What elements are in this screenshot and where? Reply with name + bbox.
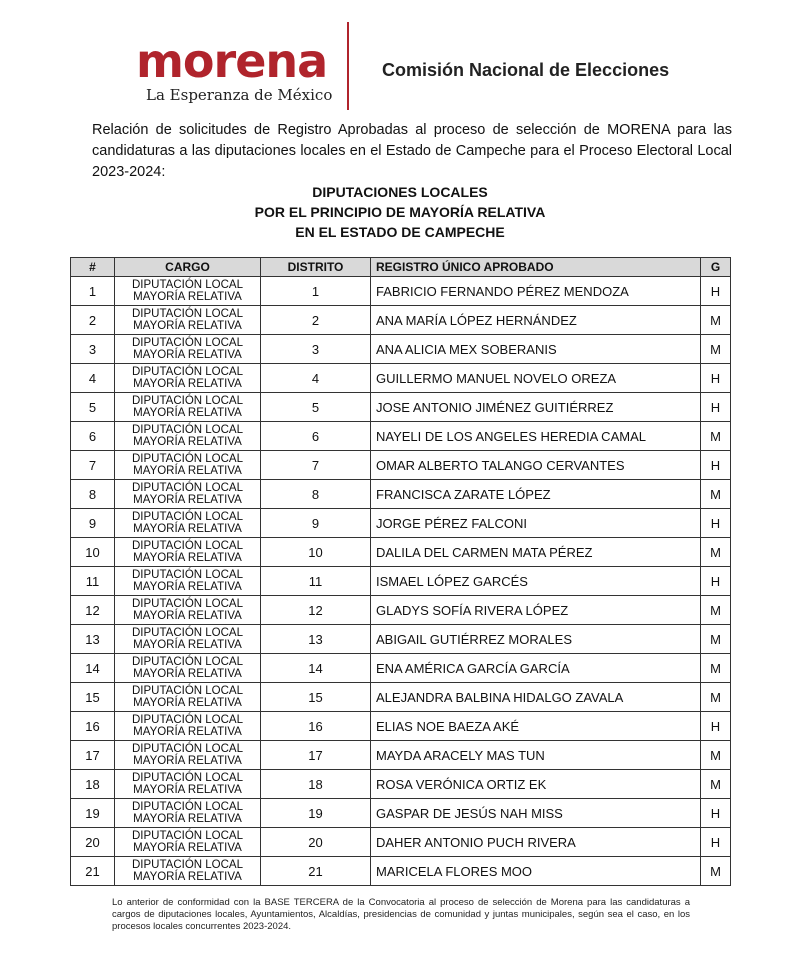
table-row — [71, 770, 731, 799]
cargo-line-1: DIPUTACIÓN LOCAL — [132, 540, 243, 552]
row-distrito: 18 — [261, 770, 371, 799]
table-row — [71, 509, 731, 538]
cargo-line-2: MAYORÍA RELATIVA — [133, 320, 242, 332]
row-registro: NAYELI DE LOS ANGELES HEREDIA CAMAL — [371, 422, 701, 451]
table-row — [71, 277, 731, 306]
cargo-line-2: MAYORÍA RELATIVA — [133, 349, 242, 361]
row-gender: M — [701, 857, 731, 886]
row-number: 4 — [71, 364, 115, 393]
cargo-line-1: DIPUTACIÓN LOCAL — [132, 366, 243, 378]
row-registro: ISMAEL LÓPEZ GARCÉS — [371, 567, 701, 596]
cargo-line-1: DIPUTACIÓN LOCAL — [132, 453, 243, 465]
table-row — [71, 480, 731, 509]
row-registro: MARICELA FLORES MOO — [371, 857, 701, 886]
row-cargo — [115, 364, 261, 393]
table-row — [71, 335, 731, 364]
commission-name: Comisión Nacional de Elecciones — [382, 60, 670, 80]
row-distrito: 7 — [261, 451, 371, 480]
row-distrito: 10 — [261, 538, 371, 567]
row-distrito: 4 — [261, 364, 371, 393]
cargo-line-2: MAYORÍA RELATIVA — [133, 697, 242, 709]
row-number: 15 — [71, 683, 115, 712]
row-cargo — [115, 857, 261, 886]
row-cargo — [115, 654, 261, 683]
row-registro: JORGE PÉREZ FALCONI — [371, 509, 701, 538]
row-registro: ANA MARÍA LÓPEZ HERNÁNDEZ — [371, 306, 701, 335]
row-gender: H — [701, 828, 731, 857]
row-distrito: 17 — [261, 741, 371, 770]
row-distrito: 11 — [261, 567, 371, 596]
col-header-distrito: DISTRITO — [261, 258, 371, 277]
cargo-line-2: MAYORÍA RELATIVA — [133, 871, 242, 883]
table-row — [71, 712, 731, 741]
cargo-line-2: MAYORÍA RELATIVA — [133, 726, 242, 738]
row-gender: M — [701, 480, 731, 509]
table-row — [71, 306, 731, 335]
row-cargo — [115, 770, 261, 799]
row-gender: M — [701, 422, 731, 451]
cargo-line-1: DIPUTACIÓN LOCAL — [132, 337, 243, 349]
row-gender: M — [701, 683, 731, 712]
row-number: 19 — [71, 799, 115, 828]
row-cargo — [115, 509, 261, 538]
table-row — [71, 683, 731, 712]
table-row — [71, 654, 731, 683]
logo-tagline: La Esperanza de México — [146, 86, 333, 104]
row-gender: H — [701, 393, 731, 422]
row-cargo — [115, 480, 261, 509]
row-cargo — [115, 335, 261, 364]
col-header-g: G — [701, 258, 731, 277]
row-registro: ROSA VERÓNICA ORTIZ EK — [371, 770, 701, 799]
row-registro: FABRICIO FERNANDO PÉREZ MENDOZA — [371, 277, 701, 306]
cargo-line-1: DIPUTACIÓN LOCAL — [132, 801, 243, 813]
cargo-line-1: DIPUTACIÓN LOCAL — [132, 743, 243, 755]
row-number: 8 — [71, 480, 115, 509]
row-cargo — [115, 596, 261, 625]
row-gender: H — [701, 712, 731, 741]
row-registro: ENA AMÉRICA GARCÍA GARCÍA — [371, 654, 701, 683]
row-gender: M — [701, 306, 731, 335]
cargo-line-2: MAYORÍA RELATIVA — [133, 291, 242, 303]
row-number: 7 — [71, 451, 115, 480]
cargo-line-2: MAYORÍA RELATIVA — [133, 755, 242, 767]
row-number: 10 — [71, 538, 115, 567]
title-line-1: DIPUTACIONES LOCALES — [312, 184, 488, 200]
cargo-line-1: DIPUTACIÓN LOCAL — [132, 569, 243, 581]
row-gender: M — [701, 741, 731, 770]
row-number: 11 — [71, 567, 115, 596]
row-distrito: 20 — [261, 828, 371, 857]
cargo-line-2: MAYORÍA RELATIVA — [133, 465, 242, 477]
row-cargo — [115, 277, 261, 306]
row-number: 2 — [71, 306, 115, 335]
row-distrito: 12 — [261, 596, 371, 625]
row-distrito: 21 — [261, 857, 371, 886]
title-line-3: EN EL ESTADO DE CAMPECHE — [295, 224, 505, 240]
row-distrito: 13 — [261, 625, 371, 654]
row-registro: ELIAS NOE BAEZA AKÉ — [371, 712, 701, 741]
cargo-line-2: MAYORÍA RELATIVA — [133, 784, 242, 796]
registry-table — [70, 257, 731, 886]
cargo-line-1: DIPUTACIÓN LOCAL — [132, 395, 243, 407]
table-row — [71, 538, 731, 567]
row-gender: M — [701, 625, 731, 654]
row-distrito: 9 — [261, 509, 371, 538]
table-row — [71, 828, 731, 857]
cargo-line-1: DIPUTACIÓN LOCAL — [132, 656, 243, 668]
row-cargo — [115, 306, 261, 335]
table-row — [71, 422, 731, 451]
row-number: 20 — [71, 828, 115, 857]
row-cargo — [115, 828, 261, 857]
cargo-line-2: MAYORÍA RELATIVA — [133, 407, 242, 419]
row-cargo — [115, 741, 261, 770]
row-registro: ABIGAIL GUTIÉRREZ MORALES — [371, 625, 701, 654]
col-header-cargo: CARGO — [115, 258, 261, 277]
row-gender: H — [701, 509, 731, 538]
row-number: 6 — [71, 422, 115, 451]
row-cargo — [115, 625, 261, 654]
document-header — [0, 0, 800, 120]
cargo-line-2: MAYORÍA RELATIVA — [133, 494, 242, 506]
footnote: Lo anterior de conformidad con la BASE TERCERA de la Convocatoria al proceso de selección de Morena para las candidaturas a cargos de diputaciones locales, Ayuntamientos, Alcaldías, presidencias de comunidad y juntas municipales, según sea el caso, en los procesos locales concurrentes 2023-2024. — [112, 897, 690, 932]
cargo-line-1: DIPUTACIÓN LOCAL — [132, 308, 243, 320]
cargo-line-2: MAYORÍA RELATIVA — [133, 552, 242, 564]
row-number: 9 — [71, 509, 115, 538]
row-cargo — [115, 422, 261, 451]
intro-paragraph: Relación de solicitudes de Registro Aprobadas al proceso de selección de MORENA para las candidaturas a las diputaciones locales en el Estado de Campeche para el Proceso Electoral Local 2023-2024: — [92, 122, 732, 180]
row-number: 18 — [71, 770, 115, 799]
row-cargo — [115, 712, 261, 741]
cargo-line-1: DIPUTACIÓN LOCAL — [132, 859, 243, 871]
cargo-line-2: MAYORÍA RELATIVA — [133, 639, 242, 651]
table-row — [71, 799, 731, 828]
row-distrito: 2 — [261, 306, 371, 335]
row-distrito: 15 — [261, 683, 371, 712]
cargo-line-2: MAYORÍA RELATIVA — [133, 436, 242, 448]
row-distrito: 3 — [261, 335, 371, 364]
row-cargo — [115, 683, 261, 712]
header-divider — [347, 22, 349, 110]
row-number: 5 — [71, 393, 115, 422]
table-row — [71, 451, 731, 480]
row-distrito: 8 — [261, 480, 371, 509]
row-distrito: 5 — [261, 393, 371, 422]
cargo-line-1: DIPUTACIÓN LOCAL — [132, 772, 243, 784]
cargo-line-1: DIPUTACIÓN LOCAL — [132, 482, 243, 494]
row-cargo — [115, 451, 261, 480]
row-registro: MAYDA ARACELY MAS TUN — [371, 741, 701, 770]
table-row — [71, 393, 731, 422]
table-row — [71, 567, 731, 596]
cargo-line-1: DIPUTACIÓN LOCAL — [132, 424, 243, 436]
row-cargo — [115, 799, 261, 828]
cargo-line-1: DIPUTACIÓN LOCAL — [132, 714, 243, 726]
row-cargo — [115, 567, 261, 596]
row-gender: M — [701, 596, 731, 625]
table-body — [71, 277, 731, 886]
col-header-num: # — [71, 258, 115, 277]
row-distrito: 6 — [261, 422, 371, 451]
title-line-2: POR EL PRINCIPIO DE MAYORÍA RELATIVA — [254, 204, 546, 220]
row-gender: H — [701, 364, 731, 393]
document-titles — [100, 182, 700, 242]
col-header-registro: REGISTRO ÚNICO APROBADO — [371, 258, 701, 277]
row-number: 3 — [71, 335, 115, 364]
row-registro: GLADYS SOFÍA RIVERA LÓPEZ — [371, 596, 701, 625]
cargo-line-1: DIPUTACIÓN LOCAL — [132, 685, 243, 697]
row-number: 14 — [71, 654, 115, 683]
row-gender: M — [701, 770, 731, 799]
row-cargo — [115, 393, 261, 422]
cargo-line-1: DIPUTACIÓN LOCAL — [132, 279, 243, 291]
row-registro: JOSE ANTONIO JIMÉNEZ GUITIÉRREZ — [371, 393, 701, 422]
cargo-line-2: MAYORÍA RELATIVA — [133, 610, 242, 622]
cargo-line-1: DIPUTACIÓN LOCAL — [132, 598, 243, 610]
morena-logo: morena — [136, 34, 328, 88]
row-number: 13 — [71, 625, 115, 654]
row-number: 21 — [71, 857, 115, 886]
row-gender: H — [701, 567, 731, 596]
cargo-line-2: MAYORÍA RELATIVA — [133, 813, 242, 825]
row-gender: H — [701, 277, 731, 306]
row-distrito: 1 — [261, 277, 371, 306]
table-row — [71, 596, 731, 625]
row-registro: GUILLERMO MANUEL NOVELO OREZA — [371, 364, 701, 393]
table-row — [71, 625, 731, 654]
row-gender: H — [701, 799, 731, 828]
row-number: 12 — [71, 596, 115, 625]
row-number: 16 — [71, 712, 115, 741]
row-registro: DAHER ANTONIO PUCH RIVERA — [371, 828, 701, 857]
table-header-row — [71, 258, 731, 277]
cargo-line-2: MAYORÍA RELATIVA — [133, 842, 242, 854]
cargo-line-2: MAYORÍA RELATIVA — [133, 668, 242, 680]
cargo-line-2: MAYORÍA RELATIVA — [133, 581, 242, 593]
row-registro: ALEJANDRA BALBINA HIDALGO ZAVALA — [371, 683, 701, 712]
row-number: 17 — [71, 741, 115, 770]
cargo-line-1: DIPUTACIÓN LOCAL — [132, 830, 243, 842]
table-row — [71, 364, 731, 393]
row-cargo — [115, 538, 261, 567]
row-distrito: 14 — [261, 654, 371, 683]
row-registro: GASPAR DE JESÚS NAH MISS — [371, 799, 701, 828]
row-registro: FRANCISCA ZARATE LÓPEZ — [371, 480, 701, 509]
cargo-line-2: MAYORÍA RELATIVA — [133, 378, 242, 390]
row-gender: M — [701, 335, 731, 364]
cargo-line-2: MAYORÍA RELATIVA — [133, 523, 242, 535]
cargo-line-1: DIPUTACIÓN LOCAL — [132, 627, 243, 639]
row-number: 1 — [71, 277, 115, 306]
row-registro: DALILA DEL CARMEN MATA PÉREZ — [371, 538, 701, 567]
row-gender: M — [701, 654, 731, 683]
row-registro: ANA ALICIA MEX SOBERANIS — [371, 335, 701, 364]
table-row — [71, 741, 731, 770]
cargo-line-1: DIPUTACIÓN LOCAL — [132, 511, 243, 523]
row-gender: H — [701, 451, 731, 480]
row-gender: M — [701, 538, 731, 567]
row-registro: OMAR ALBERTO TALANGO CERVANTES — [371, 451, 701, 480]
row-distrito: 16 — [261, 712, 371, 741]
row-distrito: 19 — [261, 799, 371, 828]
table-row — [71, 857, 731, 886]
